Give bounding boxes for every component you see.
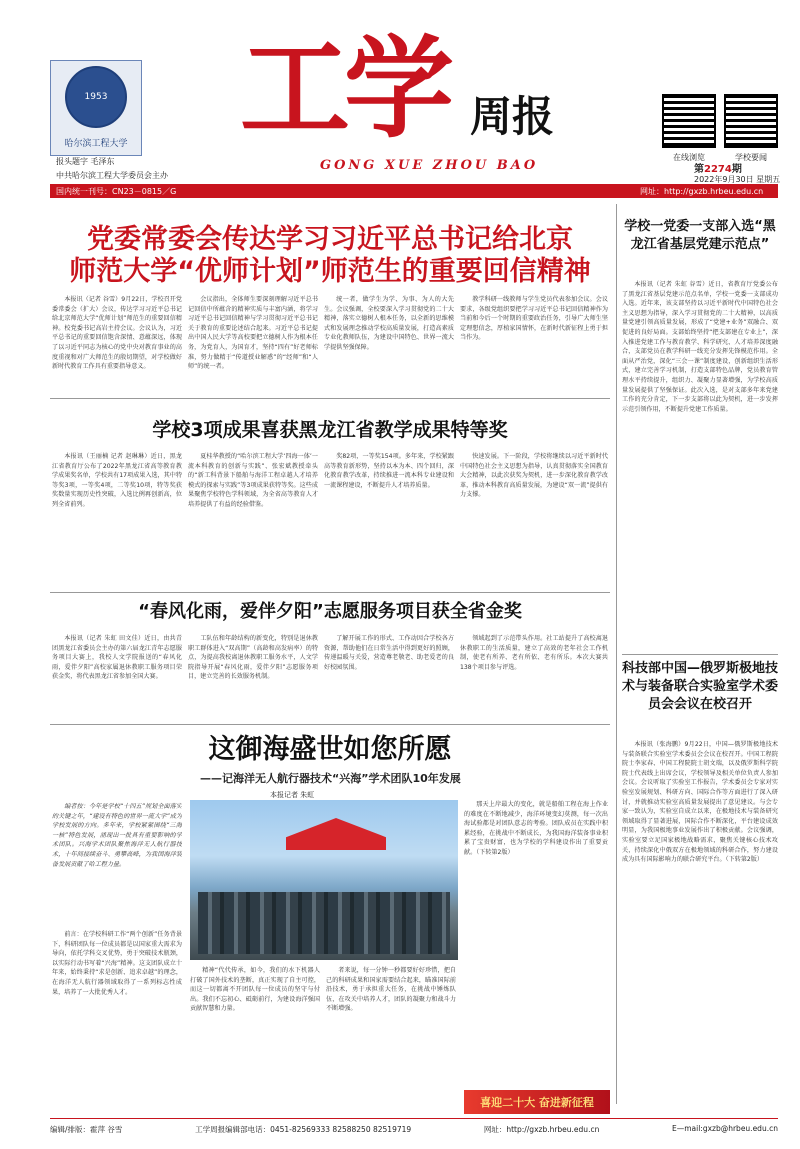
right2-headline: 科技部中国—俄罗斯极地技术与装备联合实验室学术委员会会议在校召开	[622, 661, 779, 712]
issue-suffix: 期	[731, 164, 742, 175]
feature-text-4: 那天上岸最大的变化，就是船舶工程在海上作业的难度在不断地减少，海洋环境变幻莫测，每一次出海试验都是对团队意志的考验。团队成员在实践中积累经验，在挑战中不断成长，为我国海洋装备事业积累了宝贵财富，也为学校的学科建设作出了重要贡献。（下转第2版）	[464, 801, 608, 856]
story3-col-1	[52, 634, 182, 718]
lead-headline-2: 师范大学“优师计划”师范生的重要回信精神	[69, 256, 591, 287]
celebration-banner	[464, 1090, 610, 1114]
issue-no: 2274	[704, 164, 732, 175]
issue-date: 2022年9月30日 星期五	[694, 175, 781, 184]
story2-text-2: 夏桂华教授的“哈尔滨工程大学‘四海一体’一流本科教育的创新与实践”、张宏斌教授牵头的“新工科背景下船舶与海洋工程卓越人才培养模式的探索与实践”等3项成果获特等奖。这些成果聚焦学校特色学科领域，为全省高等教育人才培养提供了有益的经验借鉴。	[188, 453, 318, 508]
feature-text-3: 者来说，每一分钟一秒都要好好珍惜，把自己的科研成果和国家需要结合起来，瞄准国际前沿技术，勇于承担重大任务，在挑战中锤炼队伍，在攻关中培养人才，团队的凝聚力和战斗力不断增强。	[326, 967, 456, 1013]
right2-body	[622, 740, 778, 1102]
team-photo	[190, 800, 458, 960]
column-divider	[616, 204, 617, 1104]
qr-code-icon	[662, 94, 716, 148]
divider	[622, 654, 778, 655]
red-tent-icon	[286, 818, 386, 850]
feature-col-3	[326, 966, 456, 1102]
qr-news	[724, 94, 778, 163]
story2-text-1: 本报讯（王丽楠 记者 赵琳琳）近日，黑龙江省教育厅公布了2022年黑龙江省高等教育教学成果奖名单，学校共有17项成果入选，其中特等奖3项，一等奖4项，二等奖10项，特等奖获奖数量实现历史性突破，入选比例再创新高，位列全省前列。	[52, 453, 182, 508]
feature-headline: 这御海盛世如您所愿	[208, 734, 452, 765]
footer-web[interactable]: 网址：http://gxzb.hrbeu.edu.cn	[483, 1125, 600, 1134]
feature-intro-text: 编者按：今年是学校“十四五”规划全面落实的关键之年，“建设有特色的世界一流大学”成为学校发展的方向。多年来，学校紧紧围绕“三海一核”特色发展，涌现出一批具有重要影响的学术团队。兴海学术团队聚焦海洋无人航行器技术，十年间接续奋斗、勇攀高峰，为我国海洋装备发展贡献了哈工程力量。	[52, 803, 182, 868]
banner-text: 喜迎二十大 奋进新征程	[480, 1096, 594, 1109]
footer	[50, 1124, 778, 1138]
qr-online	[662, 94, 716, 163]
lead-text-1: 本报讯（记者 谷雪）9月22日，学校召开党委常委会（扩大）会议，传达学习习近平总书记给北京师范大学“优师计划”师范生的重要回信精神。校党委书记高岩主持会议。会议认为，习近平总书记的重要回信饱含深情、意蕴深远，体现了以习近平同志为核心的党中央对教育事业的高度重视和对广大师范生的殷切期望，对学校做好新时代教育工作具有重要指导意义。	[52, 296, 182, 371]
story2-col-1	[52, 452, 182, 586]
team-group-image	[198, 892, 450, 954]
story2-col-2	[188, 452, 318, 586]
lead-text-2: 会议指出，全体师生要深刻理解习近平总书记回信中所蕴含的精神实质与丰富内涵，将学习习近平总书记回信精神与学习贯彻习近平总书记关于教育的重要论述结合起来。习近平总书记提出中国人民大学等高校要把立德树人作为根本任务，为党育人，为国育才，坚持“四有”好老师标准，努力做精于“传道授业解惑”的“经师”和“人师”的统一者。	[188, 296, 318, 371]
divider	[50, 398, 610, 399]
lead-col-2	[188, 295, 318, 391]
inscription: 报头题字 毛泽东	[56, 157, 115, 166]
issn: 国内统一刊号：CN23－0815／G	[56, 187, 177, 196]
school-name: 哈尔滨工程大学	[64, 139, 128, 149]
lead-headline-1: 党委常委会传达学习习近平总书记给北京	[87, 224, 573, 255]
right1-text: 本报讯（记者 朱虹 谷雪）近日，省教育厅党委公布了黑龙江省基层党建示范点名单，学校一党委一支部成功入选。近年来，该支部坚持以习近平新时代中国特色社会主义思想为指导，深入学习贯彻党的二十大精神，以高质量党建引领高质量发展，形成了“党建+业务”双融合、双促进的良好局面。支部始终坚持“把支部建在专业上”，深入推进党建工作与教育教学、科学研究、人才培养深度融合，支部党员在教学科研一线充分发挥先锋模范作用。全面从严治党，深化“三会一课”制度建设，创新组织生活形式，建立完善学习机制，打造支部特色品牌，党员教育管理水平持续提升，组织力、凝聚力显著增强，为学校高质量发展提供了坚强保证。此次入选，是对支部多年来党建工作的充分肯定，下一步支部将以此为契机，进一步发挥示范引领作用，不断提升党建工作质量。	[622, 281, 778, 413]
feature-byline: 本报记者 朱虹	[270, 791, 315, 799]
story3-col-4	[460, 634, 608, 718]
footer-email[interactable]: E—mail:gxzb@hrbeu.edu.cn	[671, 1124, 778, 1133]
story2-text-4: 快速发展。下一阶段，学校将继续以习近平新时代中国特色社会主义思想为指导，认真贯彻落实全国教育大会精神，以此次获奖为契机，进一步深化教育教学改革，推动本科教育高质量发展，为建设“双一流”提供有力支撑。	[460, 453, 608, 499]
story3-col-3	[324, 634, 454, 718]
story2-headline: 学校3项成果喜获黑龙江省教学成果特等奖	[152, 419, 508, 441]
issue-label: 第	[694, 164, 704, 175]
qr-code-icon	[724, 94, 778, 148]
masthead	[0, 0, 800, 190]
right1-body	[622, 280, 778, 650]
story3-text-3: 了解开展工作的形式、工作动因合学校各方资源，帮助他们在日常生活中得到更好的照顾，传递温暖与关爱，营造尊老敬老、助老爱老的良好校园氛围。	[324, 635, 454, 671]
story3-text-1: 本报讯（记者 朱虹 田文佳）近日，由共青团黑龙江省委员会主办的第六届龙江青年志愿服务项目大赛上，我校人文学院报送的“春风化雨，爱伴夕阳”高校家属退休教职工服务项目荣获金奖，将代表黑龙江省参加全国大赛。	[52, 635, 182, 681]
feature-col-1	[52, 930, 182, 1102]
feature-text-1: 前言：在学校科研工作“两个创新”任务背景下，科研团队每一位成员都是以国家重大需求为导向，依托学科交叉优势，勇于突破技术瓶颈，以实际行动书写着“兴海”精神。这支团队成立十年来，始终秉持“求是创新、追求卓越”的理念，在海洋无人航行器领域取得了一系列标志性成果，培养了一大批优秀人才。	[52, 931, 182, 996]
paper-pinyin: GONG XUE ZHOU BAO	[320, 158, 539, 173]
paper-title-sub: 周报	[470, 92, 555, 141]
feature-text-2: 精神“代代传承，如今，我们的水下机器人打破了国外技术的垄断，真正实现了自主可控，而这一切都离不开团队每一位成员的坚守与付出。我们不忘初心、砥砺前行，为建设海洋强国贡献智慧和力量。	[190, 967, 320, 1013]
school-logo-icon	[65, 66, 127, 128]
story3-text-4: 领域起到了示范带头作用。社工站提升了高校离退休教职工的生活质量，建立了高效的老年社会工作机制，使老有所养、老有所依、老有所乐。本次大赛共138个项目参与评选。	[460, 635, 608, 671]
website: 网址：http://gxzb.hrbeu.edu.cn	[640, 187, 764, 196]
paper-title-main: 工学	[240, 24, 448, 153]
footer-rule	[50, 1118, 778, 1119]
feature-intro	[52, 802, 182, 926]
divider	[50, 724, 610, 725]
story3-text-2: 工队伍和年龄结构的新变化，特别是退休教职工群体进入“双高期”（高龄和高发病率）的特点，为提高我校离退休教职工服务水平，人文学院指导开展“春风化雨，爱伴夕阳”志愿服务项目，建立完善的长效服务机制。	[188, 635, 318, 681]
story2-text-3: 奖82项，一等奖154项。多年来，学校紧跟高等教育新形势，坚持以本为本、四个回归，深化教育教学改革，持续推进一流本科专业建设和一流课程建设，不断提升人才培养质量。	[324, 453, 454, 489]
qr-online-label: 在线浏览	[673, 153, 705, 162]
divider	[50, 592, 610, 593]
story3-headline: “春风化雨，爱伴夕阳”志愿服务项目获全省金奖	[138, 601, 522, 622]
footer-editors: 编辑/排版：霍萍 谷雪	[50, 1125, 123, 1134]
lead-text-3: 统一者，做学生为学、为事、为人的大先生。会议强调，全校要深入学习贯彻党的二十大精神，落实立德树人根本任务，以全新的思维模式和发展理念推动学校高质量发展，打造高素质专业化教师队伍，为建设中国特色、世界一流大学提供坚强保障。	[324, 296, 454, 351]
story2-col-4	[460, 452, 608, 586]
school-badge	[50, 60, 142, 156]
feature-col-2	[190, 966, 320, 1102]
lead-col-3	[324, 295, 454, 391]
lead-text-4: 教学科研一线教师与学生党员代表参加会议。会议要求，各级党组织要把学习习近平总书记回信精神作为当前和今后一个时期的重要政治任务，引导广大师生坚定理想信念，厚植家国情怀，在新时代新征程上勇于担当作为。	[460, 296, 608, 342]
qr-news-label: 学校要闻	[735, 153, 767, 162]
story3-col-2	[188, 634, 318, 718]
school-year: 1953	[84, 92, 108, 102]
footer-phone: 工学周报编辑部电话：0451-82569333 82588250 82519719	[195, 1125, 412, 1134]
right2-text: 本报讯（张海鹏）9月22日，中国—俄罗斯极地技术与装备联合实验室学术委员会会议在校召开。中国工程院院士李家春、中国工程院院士胡文瑞，以及俄罗斯科学院院士代表线上出席会议，学校领导及相关单位负责人参加会议。会议听取了实验室工作报告，学术委员会专家对实验室发展规划、科研方向、国际合作等方面进行了深入研讨，并就推动实验室高质量发展提出了意见建议。与会专家一致认为，实验室自成立以来，在极地技术与装备研究领域取得了显著进展，国际合作不断深化，平台建设成效明显，为我国极地事业发展作出了积极贡献。会议强调，实验室要立足国家极地战略需求，聚焦关键核心技术攻关，持续深化中俄双方在极地领域的科研合作，努力建设成为具有国际影响力的联合研究平台。（下转第2版）	[622, 741, 778, 864]
lead-col-4	[460, 295, 608, 391]
feature-col-4	[464, 800, 608, 1100]
issue-number	[694, 160, 742, 175]
story2-col-3	[324, 452, 454, 586]
sponsor: 中共哈尔滨工程大学委员会主办	[56, 171, 168, 180]
feature-subhead: ——记海洋无人航行器技术“兴海”学术团队10年发展	[200, 772, 461, 785]
lead-col-1	[52, 295, 182, 391]
right1-headline: 学校一党委一支部入选“黑龙江省基层党建示范点”	[624, 219, 776, 252]
